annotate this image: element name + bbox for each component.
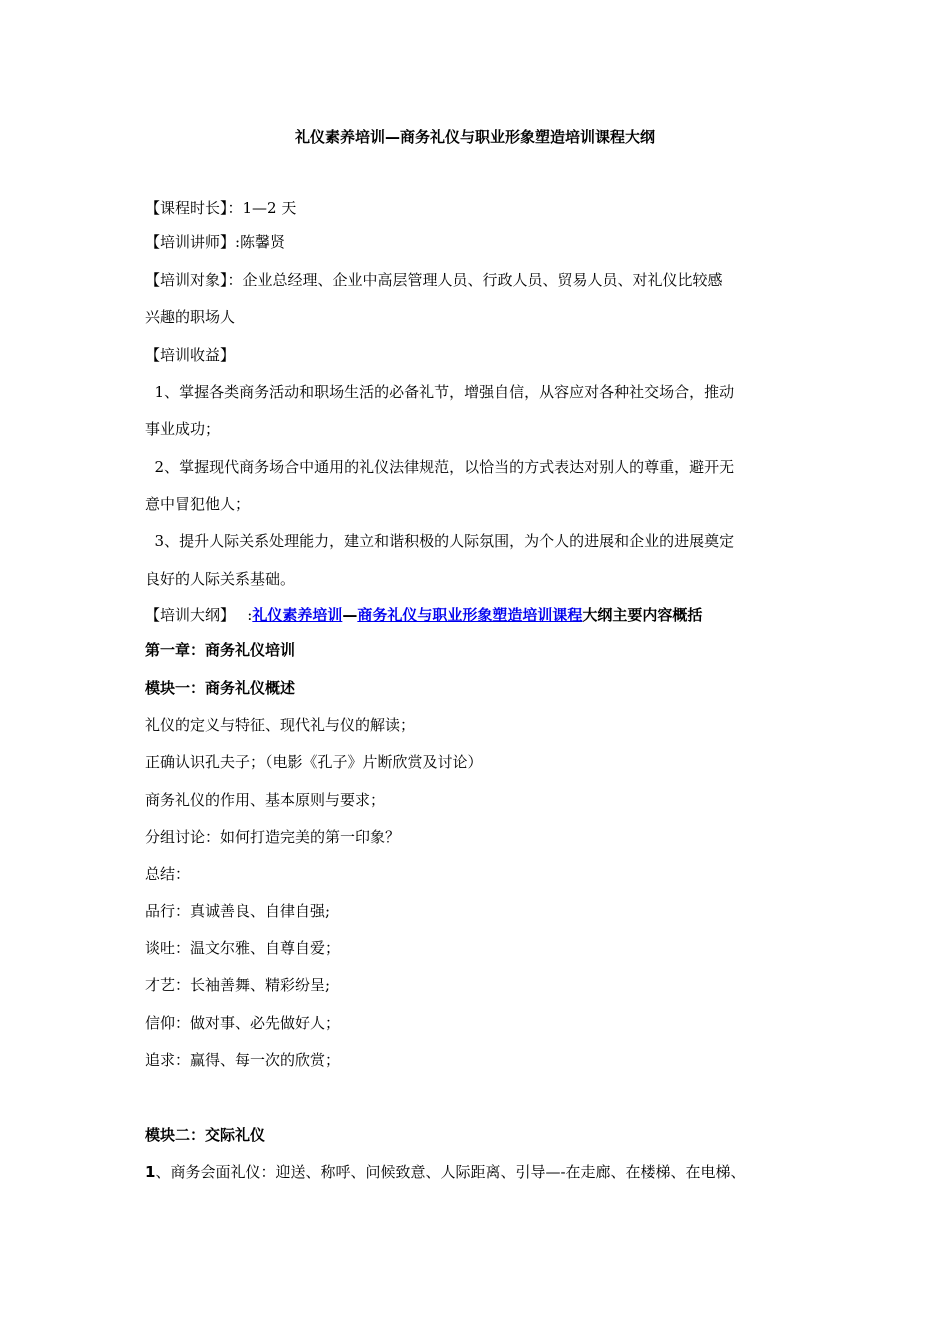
course-duration: 【课程时长】：1—2 天 xyxy=(145,199,297,217)
module-2-item-1-number: 1 xyxy=(145,1163,156,1181)
module-1-item: 谈吐：温文尔雅、自尊自爱； xyxy=(145,939,341,957)
course-audience-line-1: 【培训对象】：企业总经理、企业中高层管理人员、行政人员、贸易人员、对礼仪比较感 xyxy=(145,271,723,289)
module-1-item: 品行：真诚善良、自律自强; xyxy=(145,902,331,920)
module-1-item: 信仰：做对事、必先做好人； xyxy=(145,1014,341,1032)
module-1-item: 礼仪的定义与特征、现代礼与仪的解读； xyxy=(145,716,416,734)
benefit-1-line-1: 1、掌握各类商务活动和职场生活的必备礼节，增强自信，从容应对各种社交场合，推动 xyxy=(145,383,735,401)
module-1-item: 才艺：长袖善舞、精彩纷呈; xyxy=(145,976,331,994)
outline-line xyxy=(145,605,702,625)
benefit-3-line-2: 良好的人际关系基础。 xyxy=(145,570,296,588)
benefit-1-line-2: 事业成功； xyxy=(145,420,221,438)
module-1-item: 商务礼仪的作用、基本原则与要求； xyxy=(145,791,386,809)
benefit-2-line-1: 2、掌握现代商务场合中通用的礼仪法律规范，以恰当的方式表达对别人的尊重，避开无 xyxy=(145,458,735,476)
module-1-heading: 模块一：商务礼仪概述 xyxy=(145,679,296,697)
module-1-item: 分组讨论：如何打造完美的第一印象？ xyxy=(145,828,401,846)
course-trainer: 【培训讲师】:陈馨贤 xyxy=(145,233,286,251)
benefit-3-line-1: 3、提升人际关系处理能力，建立和谐积极的人际氛围，为个人的进展和企业的进展奠定 xyxy=(145,532,735,550)
course-audience-line-2: 兴趣的职场人 xyxy=(145,308,236,326)
outline-rest: 大纲主要内容概括 xyxy=(582,606,703,624)
module-2-heading: 模块二：交际礼仪 xyxy=(145,1126,266,1144)
benefit-2-line-2: 意中冒犯他人； xyxy=(145,495,251,513)
outline-dash: — xyxy=(342,606,358,624)
module-1-item: 总结： xyxy=(145,865,191,883)
outline-label: 【培训大纲】 : xyxy=(145,606,253,624)
benefits-heading: 【培训收益】 xyxy=(145,346,236,364)
module-2-item-1 xyxy=(145,1162,746,1182)
module-2-item-1-text: 、商务会面礼仪：迎送、称呼、问候致意、人际距离、引导—-在走廊、在楼梯、在电梯、 xyxy=(155,1163,746,1181)
module-1-item: 追求：赢得、每一次的欣赏； xyxy=(145,1051,341,1069)
chapter-1-heading: 第一章：商务礼仪培训 xyxy=(145,641,296,659)
module-1-item: 正确认识孔夫子；（电影《孔子》片断欣赏及讨论） xyxy=(145,753,483,771)
outline-link-part-2[interactable]: 商务礼仪与职业形象塑造培训课程 xyxy=(357,606,583,624)
document-title: 礼仪素养培训—商务礼仪与职业形象塑造培训课程大纲 xyxy=(294,128,655,146)
outline-link-part-1[interactable]: 礼仪素养培训 xyxy=(252,606,343,624)
